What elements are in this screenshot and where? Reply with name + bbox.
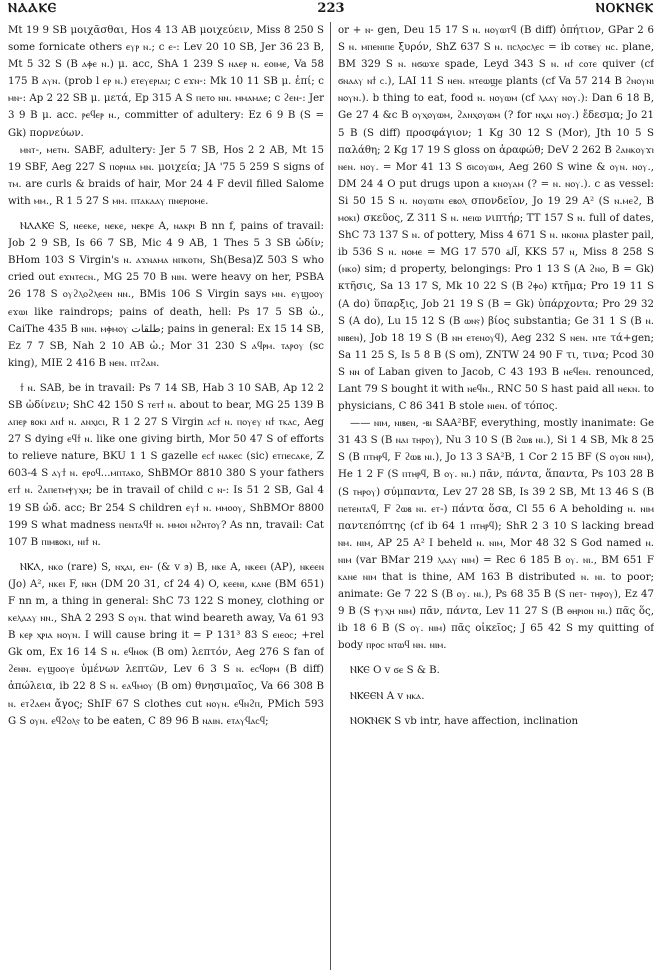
- entry-subsection: —— ⲛⲓⲙ, ⲛⲓⲃⲉⲛ, -ⲃⲓ SAA²BF, everything, mostly inanimate: Ge 31 43 S (B ⲛⲁⲓ ⲧⲏⲣⲟⲩ), Nu 3 10 S (B ϩⲱⲃ ⲛⲓ.), Si 1 4 SB, Mk 8 25 S (B ⲡⲧⲏⲣϥ, F ϩⲱⲃ ⲛⲓ.), Jo 13 3 SA²B, 1 Cor 2 15 BF (S ⲟⲩⲟⲛ ⲛⲓⲙ), He 1 2 F (S ⲡⲧⲏⲣϥ, B ⲟⲩ. ⲛⲓ.) πᾶν, πάντα, ἅπαντα, Ps 103 28 B (S ⲧⲏⲣⲟⲩ) σύμπαντα, Lev 27 28 SB, Is 39 2 SB, Mt 13 46 S (B ⲡⲉⲧⲉⲛⲧⲁϥ, F ϩⲱⲃ ⲛⲓ. ⲉⲧ-) πάντα ὅσα, Cl 55 6 A beholding ⲛ. ⲛⲓⲙ παντεπόπτης (cf ib 64 1 ⲡⲧⲏⲣϥ); ShR 2 3 10 S lacking bread ⲛⲙ. ⲛⲓⲙ, AP 25 A² I beheld ⲛ. ⲛⲓⲙ, Mor 48 32 S God named ⲛ. ⲛⲓⲙ (var BMar 219 ⲗⲁⲁⲩ ⲛⲓⲙ) = Rec 6 185 B ⲟⲩ. ⲛⲓ., BM 651 F ⲕⲁⲛⲉ ⲛⲓⲙ that is thine, AM 163 B distributed ⲛ. ⲛⲓ. to poor; animate: Ge 7 22 S (B ⲟⲩ. ⲛⲓ.), Ps 68 35 B (S ⲡⲉⲧ- ⲧⲏⲣⲟⲩ), Ez 47 9 B (S ⲯⲩⲭⲏ ⲛⲓⲙ) πᾶν, πάντα, Lev 11 27 S (B ⲑⲏⲣⲓⲟⲛ ⲛⲓ.) πᾶς ὅς, ib 18 6 B (S ⲟⲩ. ⲛⲓⲙ) πᾶς οἰκεῖος; J 65 42 S my quitting of body ⲡⲣⲟⲥ ⲛⲧⲱϥ ⲛⲛ. ⲛⲓⲙ.: [338, 418, 654, 652]
- left-running-head: ⲚⲀⲀⲔⲈ: [8, 1, 58, 16]
- page-number: 223: [317, 1, 345, 16]
- dictionary-entry: ⲚⲀⲀⲔⲈ S, ⲛⲉⲉⲕⲉ, ⲛⲉⲕⲉ, ⲛⲉⲕⲣⲉ A, ⲛⲁⲕⲣⲓ B nn f, pains of travail: Job 2 9 SB, Is 66 7 SB, Mic 4 9 AB, 1 Thes 5 3 SB ὠδίν; BHom 103 S Virgin's ⲛ. ⲁϫⲛⲁⲙⲁ ⲛⲡⲕⲟⲧⲛ, Sh(Besa)Z 503 S who cried out ⲉϫⲛⲧⲉⲥⲛ., MG 25 70 B ⲛⲓⲛ. were heavy on her, PSBA 26 178 S ⲟⲩϩⲗⲟϩⲗⲉⲉⲛ ⲛⲛ., BMis 106 S Virgin says ⲙⲛ. ⲉⲩϣⲟⲟⲩ ⲉϫⲱⲓ like raindrops; pains of death, hell: Ps 17 5 SB ὠ., CaiThe 435 B ⲛⲓⲛ. ⲙⲫⲙⲟⲩ طلقات; pains in general: Ex 15 14 SB, Ez 7 7 SB, Nah 2 10 AB ὠ.; Mor 31 230 S ⲁϥⲣⲙ. ⲧⲁⲣⲟⲩ (sc king), MIE 2 416 B ⲛⲉⲛ. ⲡⲧϩⲁⲛ.: [8, 221, 324, 369]
- left-column: [8, 22, 324, 974]
- entry-continuation: or + ⲛ- gen, Deu 15 17 S ⲛ. ⲛⲟⲩⲱⲧϥ (B diff) ὀπήτιον, GPar 2 6 S ⲛ. ⲙⲡⲉⲛⲓⲡⲉ ξυρόν, ShZ 637 S ⲛ. ⲡⲥⲗⲟⲥⲗⲉⲥ = ib ⲥⲟⲧⲃⲉⲩ ⲛⲥ. plane, BM 329 S ⲛ. ⲛϭⲱϫⲉ spade, Leyd 343 S ⲛ. ⲛϯ ⲥⲟⲧⲉ quiver (cf ϭⲛⲁⲁⲩ ⲛϯ ⲥ.), LAI 11 S ⲛⲉⲛ. ⲛⲧⲉⲱϣⲉ plants (cf Va 57 214 B ϩⲛⲟⲩⲛⲓ ⲛⲟⲩⲛ.). b thing to eat, food ⲛ. ⲛⲟⲩⲱⲙ (cf ⲗⲁⲁⲩ ⲛⲟⲩ.): Dan 6 18 B, Ge 27 4 &c B ⲟⲩⲭⲟⲩⲱⲙ, ϩⲁⲛⲭⲟⲩⲱⲙ (? for ⲛⲭⲁⲓ ⲛⲟⲩ.) ἔδεσμα; Jo 21 5 B (S diff) προσφάγιον; 1 Kg 30 12 S (Mor), Jth 10 5 S παλάθη; 2 Kg 17 19 S gloss on ἀραφώθ; DeV 2 262 B ϩⲁⲛⲕⲟⲩϫⲓ ⲛⲉⲛ. ⲛⲟⲩ. = Mor 41 13 S ϭⲓⲥⲟⲩⲱⲙ, Aeg 260 S wine & ⲟⲩⲛ. ⲛⲟⲩ., DM 24 4 O put drugs upon a ⲕⲛⲟⲩⲁⲙ (? = ⲛ. ⲛⲟⲩ.). c as vessel: Si 50 15 S ⲛ. ⲛⲟⲩⲱⲧⲛ ⲉⲃⲟⲗ σπονδεῖον, Jo 19 29 A² (S ⲛ.ⲙⲉϩ, B ⲙⲟⲕⲓ) σκεῦος, Z 311 S ⲛ. ⲛⲉⲓⲱ νιπτήρ; TT 157 S ⲛ. full of dates, ShC 73 137 S ⲛ. of pottery, Miss 4 671 S ⲛ. ⲛⲕⲟⲛⲓⲁ plaster pail, ib 536 S ⲛ. ⲛⲟⲙⲉ = MG 17 570 آلة, KKS 57 ⲛ, Miss 8 258 S (ⲛⲕⲟ) sim; d property, belongings: Pro 1 13 S (A ϩⲛⲟ, B = Gk) κτῆσις, Sa 13 17 S, Mk 10 22 S (B ϩⲫⲟ) κτῆμα; Pro 19 11 S (A do) ὕπαρξις, Job 21 19 S (B = Gk) ὑπάρχοντα; Pro 29 32 S (A do), Lu 15 12 S (B ⲱⲛⲋ) βίος substantia; Ge 31 1 S (B ⲛ. ⲛⲓⲃⲉⲛ), Job 18 19 S (B ⲛⲏ ⲉⲧⲉⲛⲟⲩϥ), Aeg 232 S ⲛⲉⲛ. ⲛⲧⲉ τά+gen; Sa 11 25 S, Is 5 8 B (S om), ZNTW 24 90 F τι, τινα; Pcod 30 S ⲛⲛ of Laban given to Jacob, C 43 193 B ⲛⲉϥⲉⲛ. renounced, Lant 79 S bought it with ⲛⲉϥⲛ., RNC 50 S hast paid all ⲛⲉⲕⲛ. to physicians, C 86 341 B stole ⲛⲓⲉⲛ. of τόπος.: [338, 25, 654, 413]
- entry-continuation: Mt 19 9 SB μοιχᾶσθαι, Hos 4 13 AB μοιχεύειν, Miss 8 250 S some fornicate others ⲉⲩⲣ ⲛ.; c ⲉ-: Lev 20 10 SB, Jer 36 23 B, Mt 5 32 S (B ⲁⲫⲉ ⲛ.) μ. acc, ShA 1 239 S ⲛⲁⲉⲣ ⲛ. ⲉⲟⲓⲙⲉ, Va 58 175 B ⲁⲩⲛ. (prob l ⲉⲣ ⲛ.) ⲉⲧⲉⲩⲉⲣⲓⲁⲓ; c ⲉϫⲛ-: Mk 10 11 SB μ. ἐπί; c ⲙⲛ-: Ap 2 22 SB μ. μετά, Ep 315 A S ⲡⲉⲧⲟ ⲛⲛ. ⲙⲙⲁⲙⲁⲉ; c ϩⲉⲛ-: Jer 3 9 B μ. acc. ⲣⲉϥⲉⲣ ⲛ., committer of adultery: Ez 6 9 B (S = Gk) πορνεύων.: [8, 25, 324, 139]
- page-header: [8, 0, 654, 20]
- dictionary-entry: ⲚⲔⲀ, ⲛⲕⲟ (rare) S, ⲛⲭⲁⲓ, ⲉⲛ- (& v ϧ) B, ⲛⲕⲉ A, ⲛⲕⲉⲉⲓ (AP), ⲛⲕⲉⲉⲛ (Jo) A², ⲛⲕⲉⲓ F, ⲛⲕⲏ (DM 20 31, cf 24 4) O, ⲕⲉⲉⲛⲓ, ⲕⲁⲛⲉ (BM 651) F nn m, a thing in general: ShC 73 122 S money, clothing or ⲕⲉⲗⲁⲁⲩ ⲛⲛ., ShA 2 293 S ⲟⲩⲛ. that wind beareth away, Va 61 93 B ⲕⲉⲣ ⲭⲣⲓⲁ ⲛⲟⲩⲛ. I will cause bring it = P 131³ 83 S ⲉⲓⲉⲟⲥ; +rel Gk om, Ex 16 14 S ⲛ. ⲉϥⲛⲟⲕ (B om) λεπτόν, Aeg 276 S fan of ϩⲉⲛⲛ. ⲉⲩϣⲟⲟⲩⲉ ὑμένων λεπτῶν, Lev 6 3 S ⲛ. ⲉⲥϥⲟⲣⲙ (B diff) ἀπώλεια, ib 22 8 S ⲛ. ⲉⲁϥⲙⲟⲩ (B om) θνησιμαῖος, Va 66 308 B ⲛ. ⲉⲧϩⲁⲉⲙ ἄγος; ShIF 67 S clothes cut ⲛⲟⲩⲛ. ⲉϥⲛϩⲡ, PMich 593 G S ⲟⲩⲛ. ⲉϥϩⲟⲗⲋ to be eaten, C 89 96 B ⲛⲁⲓⲛ. ⲉⲧⲁⲩϥⲁⲥϥ;: [8, 561, 324, 727]
- right-running-head: ⲚⲞⲔⲚⲈⲔ: [595, 1, 654, 16]
- entry-subsection: ⲙⲛⲧ-, ⲙⲉⲧⲛ. SABF, adultery: Jer 5 7 SB, Hos 2 2 AB, Mt 15 19 SBF, Aeg 227 S ⲡⲟⲣⲛⲓⲁ ⲙⲛ. μοιχεία; JA '75 5 259 S signs of ⲧⲙ. are curls & braids of hair, Mor 24 4 F devil filled Salome with ⲙⲙ., R 1 5 27 S ⲙⲙ. ⲡⲧⲁⲕⲁⲁⲩ ⲡⲛⲉⲣⲓⲟⲙⲉ.: [8, 144, 324, 207]
- dictionary-entry: ⲚⲞⲔⲚⲈⲔ S vb intr, have affection, inclination: [350, 715, 579, 727]
- cross-reference-entry: ⲚⲔⲈ O v ϭⲉ S & B.: [350, 665, 440, 677]
- column-divider: [330, 22, 331, 970]
- entry-subsection: ϯ ⲛ. SAB, be in travail: Ps 7 14 SB, Hab 3 10 SAB, Ap 12 2 SB ὠδίνειν; ShC 42 150 S ⲧⲉⲧϯ ⲛ. about to bear, MG 25 139 B ⲁⲡⲉⲣ ⲃⲟⲕⲓ ⲁⲛϯ ⲛ. ⲁⲛⲭⲓⲥⲓ, R 1 2 27 S Virgin ⲁⲥϯ ⲛ. ⲡⲟⲩⲉⲩ ⲛϯ ⲧⲕⲁⲥ, Aeg 27 S dying ⲉϥϯ ⲛ. like one giving birth, Mor 50 47 S of efforts to relieve nature, BKU 1 1 S gazelle ⲉⲥϯ ⲛⲁⲕⲉⲥ (sic) ⲉⲧⲡⲉⲥⲁⲕⲉ, Z 603-4 S ⲁⲩϯ ⲛ. ⲉⲣⲟϥ...ⲙⲡⲧⲁⲕⲟ, ShBMOr 8810 380 S your fathers ⲉⲧϯ ⲛ. ϩⲁⲡⲉⲧⲙⲯⲩⲭⲏ; be in travail of child c ⲛ-: Is 51 2 SB, Gal 4 19 SB ὠδ. acc; Br 254 S children ⲉⲩϯ ⲛ. ⲙⲙⲟⲟⲩ, ShBMOr 8800 199 S what madness ⲡⲉⲛⲧⲁϥϯ ⲛ. ⲙⲙⲟⲓ ⲛϩⲏⲧⲟⲩ? As nn, travail: Cat 107 B ⲡⲓⲙⲃⲟⲕⲓ, ⲛⲓϯ ⲛ.: [8, 382, 324, 548]
- cross-reference-entry: ⲚⲔⲈⲈⲚ A v ⲛⲕⲁ.: [350, 690, 425, 702]
- right-column: [338, 22, 654, 974]
